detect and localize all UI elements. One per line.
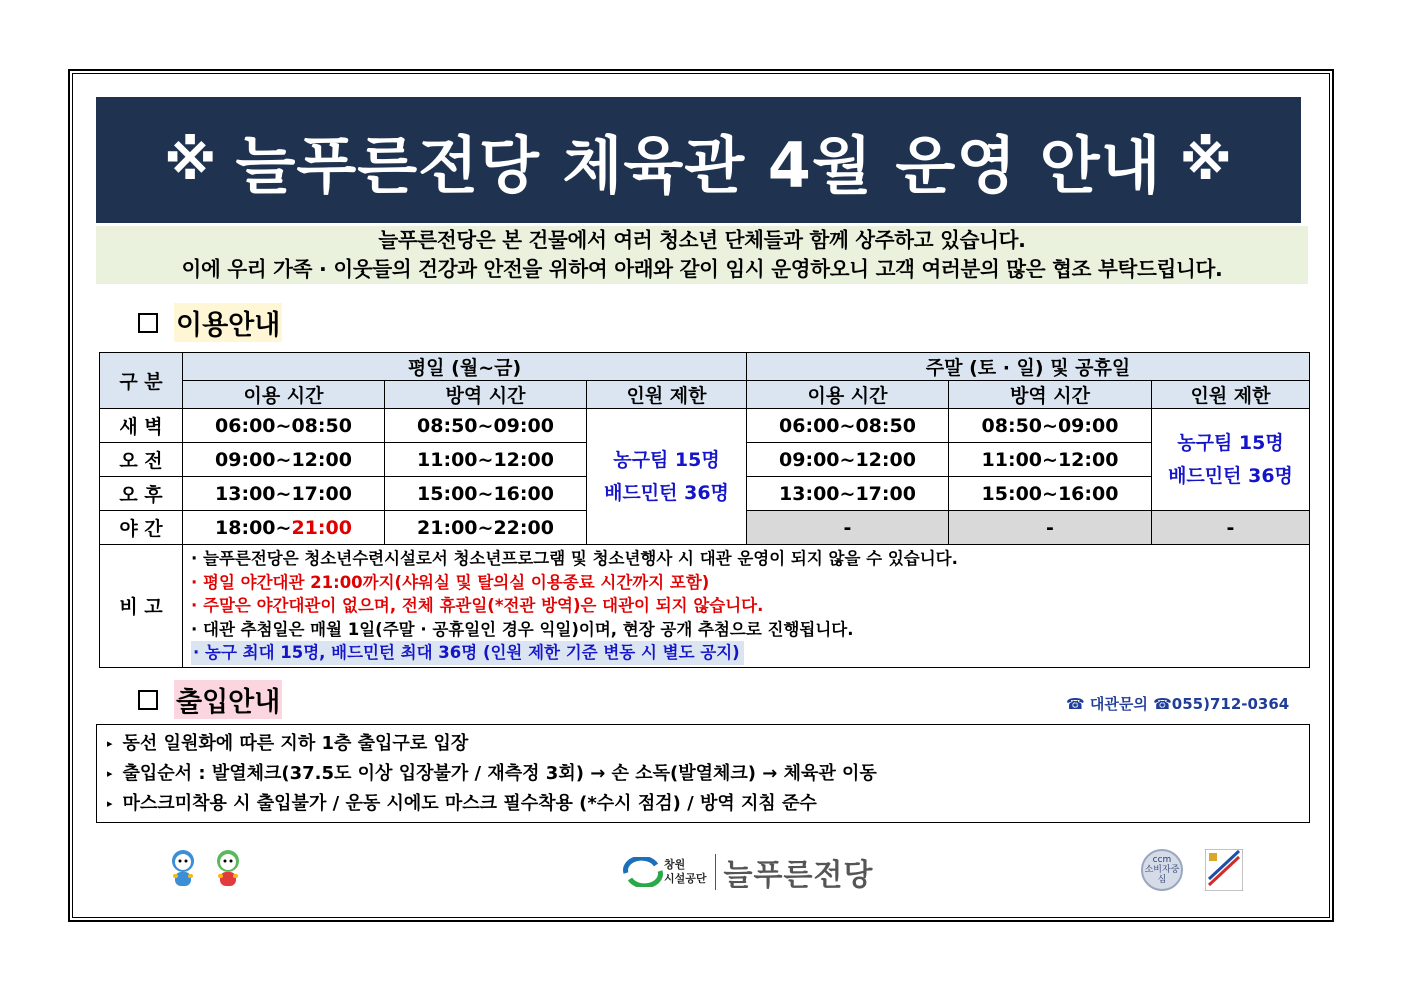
- bullet-triangle-icon: ▸: [107, 737, 113, 750]
- weekday-header: 평일 (월~금): [183, 353, 747, 381]
- reference-mark-right: ※: [1179, 128, 1234, 192]
- weekday-disinfect-time-morning: 11:00~12:00: [385, 443, 587, 477]
- weekday-use-time-dawn: 06:00~08:50: [183, 409, 385, 443]
- weekend-use-time-morning: 09:00~12:00: [747, 443, 949, 477]
- page-title: 늘푸른전당 체육관 4월 운영 안내: [235, 128, 1162, 202]
- intro-notice: [96, 226, 1308, 284]
- weekend-use-time-header: 이용 시간: [747, 381, 949, 409]
- weekday-disinfect-time-afternoon: 15:00~16:00: [385, 477, 587, 511]
- notes-row: [100, 545, 1310, 668]
- note-item: · 평일 야간대관 21:00까지(샤워실 및 탈의실 이용종료 시간까지 포함): [191, 572, 710, 592]
- weekend-use-time-dawn: 06:00~08:50: [747, 409, 949, 443]
- organization-name: [664, 858, 707, 886]
- weekday-disinfect-time-dawn: 08:50~09:00: [385, 409, 587, 443]
- weekend-disinfect-time-afternoon: 15:00~16:00: [949, 477, 1152, 511]
- intro-line-1: 늘푸른전당은 본 건물에서 여러 청소년 단체들과 함께 상주하고 있습니다.: [378, 228, 1026, 252]
- weekday-limit-badminton: 배드민턴 36명: [604, 481, 729, 504]
- weekday-use-time-night: [183, 511, 385, 545]
- row-label-afternoon: 오 후: [100, 477, 183, 511]
- entry-section-heading: [138, 680, 282, 719]
- row-label-night: 야 간: [100, 511, 183, 545]
- weekend-disinfect-time-header: 방역 시간: [949, 381, 1152, 409]
- row-label-morning: 오 전: [100, 443, 183, 477]
- weekday-use-time-afternoon: 13:00~17:00: [183, 477, 385, 511]
- notes-label: 비 고: [100, 545, 183, 668]
- note-item: · 대관 추첨일은 매월 1일(주말 · 공휴일인 경우 익일)이며, 현장 공개 추첨으로 진행됩니다.: [191, 619, 854, 639]
- weekend-use-time-afternoon: 13:00~17:00: [747, 477, 949, 511]
- usage-section-title: 이용안내: [174, 303, 282, 342]
- checkbox-square-icon: [138, 313, 158, 333]
- weekend-disinfect-time-night: -: [949, 511, 1152, 545]
- weekend-limit-cell: [1152, 409, 1310, 511]
- checkbox-square-icon: [138, 690, 158, 710]
- seal-text-bottom: 소비자중심: [1144, 865, 1180, 885]
- entry-item-text: 출입순서 : 발열체크(37.5도 이상 입장불가 / 재측정 3회) → 손 소독(발열체크) → 체육관 이동: [122, 763, 877, 784]
- organization-logo-icon: [622, 857, 664, 887]
- weekend-limit-badminton: 배드민턴 36명: [1168, 464, 1293, 487]
- night-start-time: 18:00~: [215, 516, 292, 539]
- weekday-limit-basketball: 농구팀 15명: [613, 448, 720, 471]
- bullet-triangle-icon: ▸: [107, 797, 113, 810]
- intro-line-2: 이에 우리 가족 · 이웃들의 건강과 안전을 위하여 아래와 같이 임시 운영하오니 고객 여러분의 많은 협조 부탁드립니다.: [181, 257, 1223, 281]
- bullet-triangle-icon: ▸: [107, 767, 113, 780]
- ccm-seal-icon: [1141, 849, 1183, 891]
- entry-item-text: 마스크미착용 시 출입불가 / 운동 시에도 마스크 필수착용 (*수시 점검) / 방역 지침 준수: [122, 793, 817, 814]
- weekend-disinfect-time-morning: 11:00~12:00: [949, 443, 1152, 477]
- weekday-disinfect-time-header: 방역 시간: [385, 381, 587, 409]
- weekday-limit-header: 인원 제한: [587, 381, 747, 409]
- entry-item-text: 동선 일원화에 따른 지하 1층 출입구로 입장: [122, 733, 469, 754]
- night-end-time-highlight: 21:00: [291, 516, 352, 539]
- weekday-use-time-header: 이용 시간: [183, 381, 385, 409]
- weekday-limit-cell: [587, 409, 747, 545]
- weekend-disinfect-time-dawn: 08:50~09:00: [949, 409, 1152, 443]
- usage-section-heading: [138, 303, 282, 342]
- organization-logo: [622, 850, 873, 894]
- certification-flag-icon: [1205, 849, 1243, 891]
- organization-name-line2: 시설공단: [664, 872, 707, 885]
- weekend-limit-night: -: [1152, 511, 1310, 545]
- list-item: [107, 729, 1309, 759]
- weekend-use-time-night: -: [747, 511, 949, 545]
- weekend-limit-basketball: 농구팀 15명: [1177, 431, 1284, 454]
- weekday-disinfect-time-night: 21:00~22:00: [385, 511, 587, 545]
- reference-mark-left: ※: [163, 128, 218, 192]
- note-item: · 농구 최대 15명, 배드민턴 최대 36명 (인원 제한 기준 변동 시 별도 공지): [191, 641, 744, 665]
- weekend-header: 주말 (토 · 일) 및 공휴일: [747, 353, 1310, 381]
- division-header: 구 분: [100, 353, 183, 409]
- list-item: [107, 759, 1309, 789]
- organization-name-line1: 창원: [664, 858, 686, 871]
- weekend-limit-header: 인원 제한: [1152, 381, 1310, 409]
- seal-text-top: ccm: [1152, 855, 1172, 865]
- list-item: [107, 789, 1309, 819]
- logo-divider: [715, 854, 716, 890]
- entry-instructions: [96, 724, 1310, 823]
- schedule-table: [99, 352, 1310, 668]
- mascot-icon: [163, 848, 253, 892]
- brand-name: 늘푸른전당: [723, 858, 874, 893]
- certification-badges: [1141, 849, 1243, 891]
- title-banner: [96, 97, 1301, 223]
- row-label-dawn: 새 벽: [100, 409, 183, 443]
- note-item: · 주말은 야간대관이 없으며, 전체 휴관일(*전관 방역)은 대관이 되지 않습니다.: [191, 596, 764, 615]
- notes-cell: [183, 545, 1310, 668]
- note-item: · 늘푸른전당은 청소년수련시설로서 청소년프로그램 및 청소년행사 시 대관 운영이 되지 않을 수 있습니다.: [191, 549, 958, 568]
- weekday-use-time-morning: 09:00~12:00: [183, 443, 385, 477]
- entry-section-title: 출입안내: [174, 680, 282, 719]
- contact-info: ☎ 대관문의 ☎055)712-0364: [1066, 695, 1290, 713]
- table-row: [100, 409, 1310, 443]
